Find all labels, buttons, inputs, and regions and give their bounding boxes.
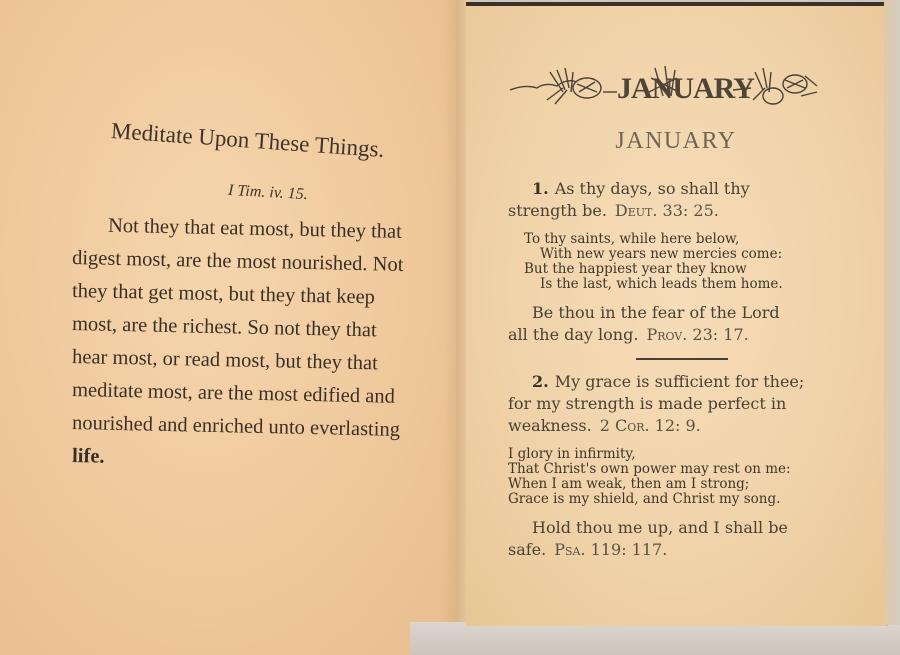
month-heading: JANUARY	[615, 128, 737, 154]
entry-2-closing	[508, 517, 868, 561]
entry-1-verse	[508, 178, 868, 222]
hymn-line: Is the last, which leads them home.	[540, 276, 783, 292]
entry-2	[508, 371, 868, 561]
hymn-line: With new years new mercies come:	[540, 246, 783, 262]
left-page-title: Meditate Upon These Things.	[110, 118, 386, 163]
entry-1	[508, 178, 868, 346]
table-surface	[410, 622, 900, 655]
closing-text: Hold thou me up, and I shall be	[532, 518, 788, 537]
body-line: they that get most, but they that keep	[71, 280, 376, 309]
left-page-body	[72, 214, 454, 478]
closing-text: safe.	[508, 540, 547, 559]
page-edge	[884, 0, 900, 625]
hymn-line: But the happiest year they know	[524, 261, 747, 277]
hymn-line: Grace is my shield, and Christ my song.	[508, 491, 781, 507]
body-line: most, are the richest. So not they that	[71, 313, 377, 342]
closing-text: Be thou in the fear of the Lord	[532, 303, 780, 322]
body-line: meditate most, are the most edified and	[71, 379, 396, 408]
verse-citation: 2 Cor. 12: 9.	[599, 416, 701, 435]
entry-2-verse	[508, 371, 868, 437]
svg-text:JANUARY: JANUARY	[617, 72, 754, 105]
left-page-reference: I Tim. iv. 15.	[227, 181, 309, 204]
body-line: digest most, are the most nourished. Not	[71, 247, 404, 276]
entry-divider	[636, 358, 728, 360]
hymn-line: When I am weak, then am I strong;	[508, 476, 750, 492]
entry-number: 2.	[532, 372, 549, 391]
body-line: life.	[71, 445, 105, 468]
body-line: Not they that eat most, but they that	[107, 214, 403, 243]
verse-text: My grace is sufficient for thee;	[554, 372, 805, 391]
verse-citation: Deut. 33: 25.	[614, 201, 719, 220]
verse-text: As thy days, so shall thy	[554, 179, 750, 198]
body-line: hear most, or read most, but they that	[71, 346, 378, 375]
hymn-line: To thy saints, while here below,	[524, 231, 740, 247]
closing-citation: Prov. 23: 17.	[646, 325, 749, 344]
entry-number: 1.	[532, 179, 549, 198]
body-line: nourished and enriched unto everlasting	[71, 412, 401, 441]
closing-text: all the day long.	[508, 325, 639, 344]
hymn-line: That Christ's own power may rest on me:	[508, 461, 791, 477]
verse-text: weakness.	[508, 416, 592, 435]
pine-branch-ornament-icon	[505, 62, 820, 108]
verse-text: for my strength is made perfect in	[508, 394, 787, 413]
verse-text: strength be.	[508, 201, 607, 220]
entry-2-hymn	[508, 447, 868, 507]
closing-citation: Psa. 119: 117.	[554, 540, 668, 559]
hymn-line: I glory in infirmity,	[508, 446, 636, 462]
entry-1-closing	[508, 302, 868, 346]
entry-1-hymn	[524, 232, 868, 292]
